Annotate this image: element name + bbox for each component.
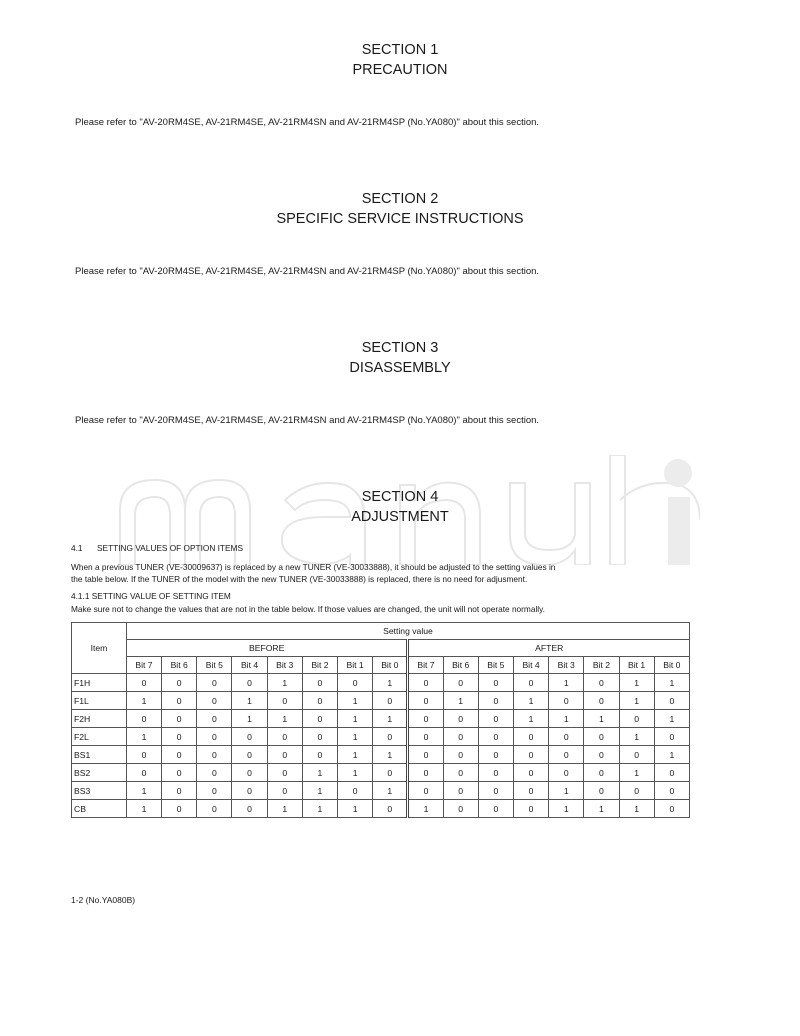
before-bit-header: Bit 4: [232, 657, 267, 674]
before-bit-cell: 0: [267, 746, 302, 764]
before-header: BEFORE: [126, 640, 408, 657]
after-bit-cell: 1: [619, 800, 654, 818]
before-bit-cell: 0: [162, 674, 197, 692]
item-cell: BS2: [72, 764, 127, 782]
section-4-title: ADJUSTMENT: [351, 509, 449, 525]
before-bit-cell: 0: [162, 800, 197, 818]
after-bit-cell: 0: [584, 764, 619, 782]
before-bit-cell: 1: [338, 764, 373, 782]
after-bit-cell: 1: [549, 782, 584, 800]
before-bit-cell: 0: [302, 674, 337, 692]
after-header: AFTER: [408, 640, 690, 657]
before-bit-cell: 1: [126, 782, 161, 800]
after-bit-cell: 0: [654, 692, 689, 710]
after-bit-cell: 0: [478, 800, 513, 818]
before-bit-cell: 0: [302, 728, 337, 746]
before-bit-cell: 0: [162, 710, 197, 728]
after-bit-cell: 0: [478, 674, 513, 692]
before-bit-cell: 1: [232, 692, 267, 710]
bit-header-row: [72, 657, 690, 674]
after-bit-cell: 0: [654, 782, 689, 800]
after-bit-cell: 0: [549, 692, 584, 710]
after-bit-cell: 1: [619, 674, 654, 692]
before-bit-cell: 0: [373, 800, 408, 818]
after-bit-cell: 0: [619, 710, 654, 728]
table-row: [72, 674, 690, 692]
before-bit-cell: 1: [267, 674, 302, 692]
after-bit-header: Bit 0: [654, 657, 689, 674]
table-row: [72, 800, 690, 818]
before-bit-cell: 1: [338, 692, 373, 710]
before-bit-cell: 0: [126, 710, 161, 728]
item-cell: F2L: [72, 728, 127, 746]
table-body: [72, 674, 690, 818]
after-bit-cell: 0: [549, 746, 584, 764]
after-bit-header: Bit 3: [549, 657, 584, 674]
after-bit-cell: 0: [654, 764, 689, 782]
after-bit-cell: 0: [408, 692, 443, 710]
after-bit-cell: 0: [408, 782, 443, 800]
before-bit-header: Bit 7: [126, 657, 161, 674]
after-bit-cell: 0: [584, 746, 619, 764]
before-bit-cell: 0: [267, 782, 302, 800]
before-bit-cell: 1: [126, 800, 161, 818]
after-bit-cell: 1: [654, 710, 689, 728]
section-2-title: SPECIFIC SERVICE INSTRUCTIONS: [276, 211, 524, 227]
after-bit-cell: 1: [549, 800, 584, 818]
before-bit-cell: 0: [373, 692, 408, 710]
section-3-title: DISASSEMBLY: [349, 360, 451, 376]
before-bit-cell: 1: [302, 782, 337, 800]
after-bit-cell: 0: [513, 764, 548, 782]
before-bit-cell: 0: [162, 764, 197, 782]
after-bit-cell: 0: [478, 782, 513, 800]
before-bit-header: Bit 3: [267, 657, 302, 674]
before-bit-cell: 0: [373, 728, 408, 746]
before-bit-cell: 0: [197, 764, 232, 782]
after-bit-cell: 0: [478, 746, 513, 764]
after-bit-cell: 0: [513, 746, 548, 764]
subsection-4-1-heading: [71, 542, 243, 554]
before-bit-cell: 1: [338, 746, 373, 764]
before-bit-header: Bit 6: [162, 657, 197, 674]
after-bit-cell: 0: [584, 728, 619, 746]
item-cell: F2H: [72, 710, 127, 728]
before-bit-cell: 1: [267, 710, 302, 728]
before-bit-cell: 0: [197, 674, 232, 692]
before-bit-cell: 0: [373, 764, 408, 782]
before-bit-cell: 0: [232, 746, 267, 764]
before-bit-cell: 0: [232, 674, 267, 692]
before-bit-header: Bit 0: [373, 657, 408, 674]
after-bit-cell: 0: [654, 728, 689, 746]
before-bit-cell: 1: [302, 800, 337, 818]
before-bit-cell: 1: [373, 674, 408, 692]
after-bit-cell: 0: [513, 674, 548, 692]
after-bit-cell: 1: [549, 674, 584, 692]
after-bit-cell: 0: [408, 710, 443, 728]
table-row: [72, 728, 690, 746]
after-bit-cell: 0: [549, 728, 584, 746]
before-bit-cell: 0: [197, 728, 232, 746]
after-bit-cell: 0: [549, 764, 584, 782]
table-row: [72, 764, 690, 782]
item-cell: F1L: [72, 692, 127, 710]
after-bit-cell: 0: [619, 782, 654, 800]
subsection-number: 4.1: [71, 543, 83, 553]
item-cell: BS3: [72, 782, 127, 800]
before-bit-cell: 1: [338, 800, 373, 818]
after-bit-header: Bit 4: [513, 657, 548, 674]
before-bit-header: Bit 2: [302, 657, 337, 674]
before-bit-cell: 0: [232, 800, 267, 818]
after-bit-cell: 1: [584, 710, 619, 728]
before-bit-cell: 0: [338, 674, 373, 692]
before-bit-cell: 1: [232, 710, 267, 728]
after-bit-cell: 0: [478, 692, 513, 710]
after-bit-cell: 0: [654, 800, 689, 818]
section-4-number: SECTION 4: [361, 489, 439, 505]
before-bit-cell: 0: [162, 746, 197, 764]
section-1-title: PRECAUTION: [352, 62, 448, 78]
before-bit-cell: 1: [338, 728, 373, 746]
before-bit-cell: 0: [126, 746, 161, 764]
after-bit-cell: 1: [549, 710, 584, 728]
table-row: [72, 782, 690, 800]
item-cell: F1H: [72, 674, 127, 692]
after-bit-cell: 0: [584, 782, 619, 800]
after-bit-cell: 1: [619, 764, 654, 782]
before-bit-cell: 0: [338, 782, 373, 800]
after-bit-cell: 0: [443, 674, 478, 692]
before-bit-cell: 1: [373, 782, 408, 800]
before-bit-cell: 0: [302, 746, 337, 764]
before-bit-cell: 0: [162, 728, 197, 746]
section-2-number: SECTION 2: [361, 191, 439, 207]
before-bit-cell: 0: [197, 710, 232, 728]
after-bit-cell: 1: [513, 710, 548, 728]
after-bit-cell: 1: [584, 800, 619, 818]
before-bit-cell: 1: [302, 764, 337, 782]
before-bit-cell: 0: [232, 764, 267, 782]
after-bit-cell: 0: [408, 764, 443, 782]
after-bit-cell: 1: [654, 674, 689, 692]
after-bit-cell: 0: [408, 728, 443, 746]
adjustment-warning-paragraph: Make sure not to change the values that are not in the table below. If those values are changed, the unit will not operate normally.: [71, 604, 545, 614]
table-row: [72, 710, 690, 728]
section-1-reference-text: Please refer to "AV-20RM4SE, AV-21RM4SE, AV-21RM4SN and AV-21RM4SP (No.YA080)" about this section.: [75, 117, 540, 128]
before-bit-cell: 0: [267, 692, 302, 710]
before-bit-cell: 0: [162, 782, 197, 800]
before-bit-cell: 0: [162, 692, 197, 710]
before-bit-cell: 1: [126, 692, 161, 710]
after-bit-cell: 1: [654, 746, 689, 764]
after-bit-cell: 0: [478, 728, 513, 746]
before-bit-cell: 0: [267, 728, 302, 746]
table-row: [72, 746, 690, 764]
before-bit-header: Bit 5: [197, 657, 232, 674]
before-bit-cell: 0: [197, 692, 232, 710]
before-bit-cell: 0: [267, 764, 302, 782]
after-bit-cell: 0: [408, 674, 443, 692]
before-bit-cell: 0: [197, 746, 232, 764]
after-bit-cell: 0: [478, 764, 513, 782]
table-row: [72, 692, 690, 710]
after-bit-header: Bit 2: [584, 657, 619, 674]
after-bit-cell: 0: [443, 782, 478, 800]
after-bit-cell: 1: [619, 728, 654, 746]
after-bit-header: Bit 6: [443, 657, 478, 674]
after-bit-cell: 0: [443, 764, 478, 782]
section-3-reference-text: Please refer to "AV-20RM4SE, AV-21RM4SE, AV-21RM4SN and AV-21RM4SP (No.YA080)" about this section.: [75, 415, 540, 426]
section-1-number: SECTION 1: [361, 42, 439, 58]
before-bit-cell: 0: [197, 800, 232, 818]
after-bit-cell: 1: [408, 800, 443, 818]
after-bit-cell: 1: [513, 692, 548, 710]
before-bit-cell: 1: [373, 746, 408, 764]
after-bit-header: Bit 5: [478, 657, 513, 674]
after-bit-cell: 0: [513, 728, 548, 746]
before-bit-cell: 0: [232, 782, 267, 800]
section-2-reference-text: Please refer to "AV-20RM4SE, AV-21RM4SE, AV-21RM4SN and AV-21RM4SP (No.YA080)" about this section.: [75, 266, 540, 277]
setting-value-header: Setting value: [126, 623, 689, 640]
before-bit-cell: 1: [126, 728, 161, 746]
before-bit-cell: 0: [197, 782, 232, 800]
after-bit-cell: 0: [619, 746, 654, 764]
before-bit-cell: 1: [338, 710, 373, 728]
after-bit-cell: 0: [443, 800, 478, 818]
section-3-number: SECTION 3: [361, 340, 439, 356]
adjustment-paragraph-line-1: When a previous TUNER (VE-30009637) is replaced by a new TUNER (VE-30033888), it should be adjusted to the setting values in: [71, 562, 556, 572]
after-bit-cell: 1: [443, 692, 478, 710]
after-bit-cell: 0: [584, 674, 619, 692]
after-bit-cell: 0: [443, 746, 478, 764]
item-header: Item: [72, 623, 127, 674]
page-footer: 1-2 (No.YA080B): [71, 895, 136, 905]
after-bit-cell: 0: [408, 746, 443, 764]
before-bit-cell: 1: [373, 710, 408, 728]
item-cell: BS1: [72, 746, 127, 764]
after-bit-cell: 0: [443, 728, 478, 746]
adjustment-paragraph-line-2: the table below. If the TUNER of the model with the new TUNER (VE-30033888) is replaced, there is no need for adjusment.: [71, 574, 528, 584]
before-bit-cell: 0: [126, 674, 161, 692]
before-bit-cell: 0: [302, 710, 337, 728]
after-bit-cell: 1: [619, 692, 654, 710]
item-cell: CB: [72, 800, 127, 818]
subsection-title: SETTING VALUES OF OPTION ITEMS: [97, 543, 243, 553]
after-bit-cell: 0: [513, 782, 548, 800]
after-bit-cell: 0: [478, 710, 513, 728]
before-bit-cell: 0: [232, 728, 267, 746]
after-bit-cell: 0: [443, 710, 478, 728]
after-bit-cell: 0: [584, 692, 619, 710]
before-bit-header: Bit 1: [338, 657, 373, 674]
before-bit-cell: 0: [302, 692, 337, 710]
after-bit-header: Bit 1: [619, 657, 654, 674]
before-bit-cell: 0: [126, 764, 161, 782]
setting-values-table: [71, 622, 690, 818]
subsection-4-1-1-heading: 4.1.1 SETTING VALUE OF SETTING ITEM: [71, 591, 231, 601]
before-bit-cell: 1: [267, 800, 302, 818]
after-bit-header: Bit 7: [408, 657, 443, 674]
after-bit-cell: 0: [513, 800, 548, 818]
